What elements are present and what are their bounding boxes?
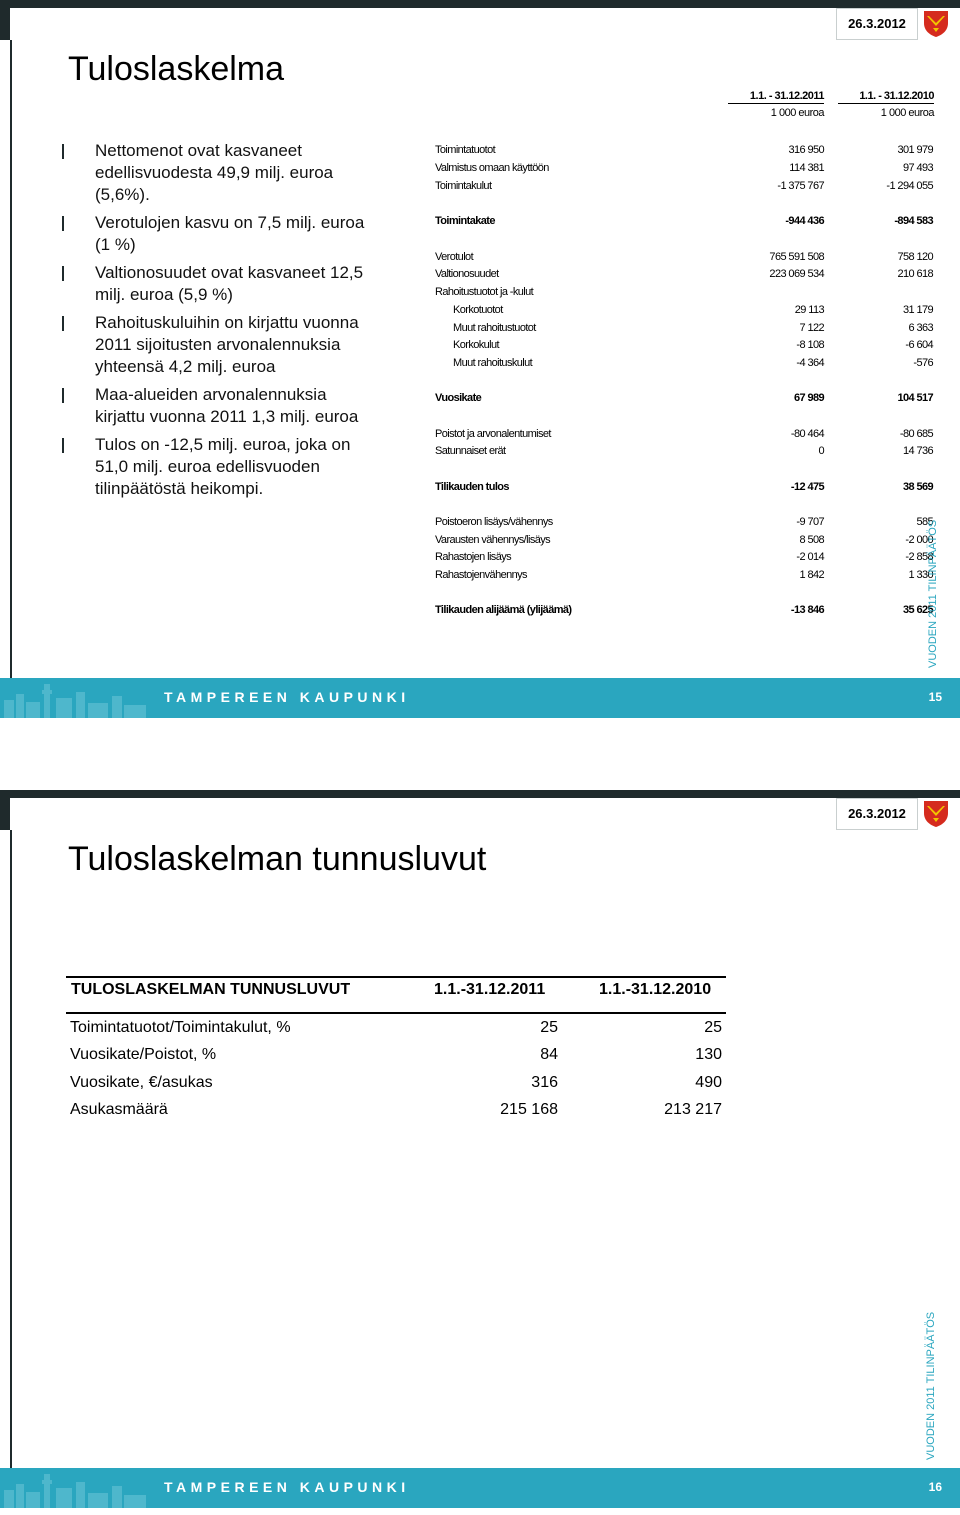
table-row-total: Toimintakate -944 436 -894 583 (435, 215, 933, 227)
left-accent (0, 790, 10, 830)
slide-16 (0, 790, 960, 1510)
bullet-marker (62, 144, 64, 159)
footer-bar (0, 678, 960, 718)
table-header-2010: 1.1.-31.12.2010 (599, 981, 712, 998)
top-bar (0, 790, 960, 798)
top-bar (0, 0, 960, 8)
column-header-2011: 1.1. - 31.12.2011 1 000 euroa (728, 90, 824, 119)
table-row-total: Tilikauden alijäämä (ylijäämä) -13 846 35 625 (435, 604, 933, 616)
table-row: Rahoitustuotot ja -kulut (435, 286, 534, 298)
page-number: 16 (928, 1480, 942, 1494)
table-row: Varausten vähennys/lisäys 8 508 -2 000 (435, 534, 933, 546)
coat-of-arms-logo (921, 8, 951, 38)
bullet-item: Rahoituskuluihin on kirjattu vuonna 2011 sijoitusten arvonalennuksia yhteensä 4,2 milj. euroa (62, 312, 372, 378)
table-row-total: Tilikauden tulos -12 475 38 569 (435, 481, 933, 493)
table-row: Toimintatuotot 316 950 301 979 (435, 144, 933, 156)
bullet-item: Verotulojen kasvu on 7,5 milj. euroa (1 %) (62, 212, 372, 256)
bullet-marker (62, 316, 64, 331)
page-title: Tuloslaskelma (68, 50, 285, 88)
table-row: Toimintakulut -1 375 767 -1 294 055 (435, 180, 933, 192)
left-accent (0, 0, 10, 40)
coat-of-arms-logo (921, 798, 951, 828)
bullet-item: Nettomenot ovat kasvaneet edellisvuodesta 49,9 milj. euroa (5,6%). (62, 140, 372, 206)
city-skyline-graphic (0, 1468, 150, 1508)
table-row: Rahastojen lisäys -2 014 -2 858 (435, 551, 933, 563)
bullet-item: Tulos on -12,5 milj. euroa, joka on 51,0 milj. euroa edellisvuoden tilinpäätöstä heikompi. (62, 434, 372, 500)
table-row: Poistoeron lisäys/vähennys -9 707 585 (435, 516, 933, 528)
bullet-item: Maa-alueiden arvonalennuksia kirjattu vuonna 2011 1,3 milj. euroa (62, 384, 372, 428)
page-title: Tuloslaskelman tunnusluvut (68, 840, 487, 878)
footer-bar (0, 1468, 960, 1508)
table-row: Asukasmäärä 215 168 213 217 (70, 1101, 722, 1118)
table-row: Vuosikate, €/asukas 316 490 (70, 1074, 722, 1091)
bullet-marker (62, 266, 64, 281)
page-number: 15 (928, 690, 942, 704)
slide-15 (0, 0, 960, 720)
table-row: Muut rahoitustuotot 7 122 6 363 (453, 322, 933, 334)
column-header-2010: 1.1. - 31.12.2010 1 000 euroa (838, 90, 934, 119)
bullet-marker (62, 388, 64, 403)
left-border-line (10, 830, 12, 1470)
table-row: Muut rahoituskulut -4 364 -576 (453, 357, 933, 369)
table-row-total: Vuosikate 67 989 104 517 (435, 392, 933, 404)
table-header-2011: 1.1.-31.12.2011 (434, 981, 546, 998)
bullet-list (62, 140, 372, 506)
bullet-marker (62, 216, 64, 231)
city-skyline-graphic (0, 678, 150, 718)
table-header-label: TULOSLASKELMAN TUNNUSLUVUT (71, 981, 351, 998)
table-row: Valtionosuudet 223 069 534 210 618 (435, 268, 933, 280)
left-border-line (10, 40, 12, 680)
brand-name: TAMPEREEN KAUPUNKI (164, 1479, 410, 1495)
date-label: 26.3.2012 (836, 798, 918, 830)
table-header-rule (66, 1012, 726, 1014)
side-caption: VUODEN 2011 TILINPÄÄTÖS (927, 519, 939, 668)
brand-name: TAMPEREEN KAUPUNKI (164, 689, 410, 705)
date-label: 26.3.2012 (836, 8, 918, 40)
table-top-rule (66, 976, 726, 978)
table-row: Vuosikate/Poistot, % 84 130 (70, 1046, 722, 1063)
table-row: Toimintatuotot/Toimintakulut, % 25 25 (70, 1019, 722, 1036)
table-row: Korkokulut -8 108 -6 604 (453, 339, 933, 351)
bullet-marker (62, 438, 64, 453)
table-row: Verotulot 765 591 508 758 120 (435, 251, 933, 263)
table-row: Rahastojenvähennys 1 842 1 330 (435, 569, 933, 581)
table-row: Korkotuotot 29 113 31 179 (453, 304, 933, 316)
table-row: Valmistus omaan käyttöön 114 381 97 493 (435, 162, 933, 174)
side-caption: VUODEN 2011 TILINPÄÄTÖS (925, 1311, 937, 1460)
table-row: Poistot ja arvonalentumiset -80 464 -80 685 (435, 428, 933, 440)
table-row: Satunnaiset erät 0 14 736 (435, 445, 933, 457)
bullet-item: Valtionosuudet ovat kasvaneet 12,5 milj. euroa (5,9 %) (62, 262, 372, 306)
